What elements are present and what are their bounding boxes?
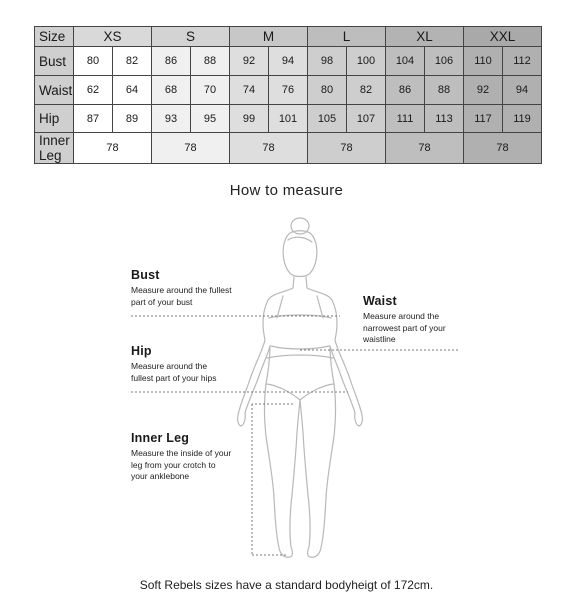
- table-cell: 119: [503, 105, 542, 133]
- table-cell: 87: [74, 105, 113, 133]
- table-cell: 78: [74, 133, 152, 164]
- table-cell: 86: [152, 47, 191, 76]
- table-cell: 107: [347, 105, 386, 133]
- table-cell: 106: [425, 47, 464, 76]
- bust-description: [131, 285, 271, 308]
- hip-row-label: Hip: [35, 105, 74, 133]
- table-cell: 78: [464, 133, 542, 164]
- table-cell: 76: [269, 76, 308, 105]
- table-cell: 82: [113, 47, 152, 76]
- inner-leg-title: Inner Leg: [131, 431, 190, 445]
- table-cell: 80: [308, 76, 347, 105]
- how-to-measure-title: How to measure: [229, 182, 344, 199]
- table-cell: 78: [308, 133, 386, 164]
- bust-instruction: [131, 268, 271, 308]
- table-cell: 110: [464, 47, 503, 76]
- size-s-header: S: [152, 27, 230, 47]
- table-cell: 86: [386, 76, 425, 105]
- table-cell: 68: [152, 76, 191, 105]
- table-cell: 95: [191, 105, 230, 133]
- size-header-row: [35, 27, 542, 47]
- hip-instruction: [131, 344, 271, 384]
- inner-leg-row: [35, 133, 542, 164]
- hip-title: Hip: [131, 344, 152, 358]
- waist-description: [363, 311, 483, 346]
- size-chart-table: [34, 26, 542, 164]
- hip-description-line: fullest part of your hips: [131, 372, 217, 383]
- table-cell: 99: [230, 105, 269, 133]
- waist-title: Waist: [363, 294, 397, 308]
- waist-row-label: Waist: [35, 76, 74, 105]
- table-cell: 64: [113, 76, 152, 105]
- bust-title: Bust: [131, 268, 160, 282]
- table-cell: 88: [425, 76, 464, 105]
- bust-description-line: part of your bust: [131, 296, 193, 307]
- inner-leg-instruction: [131, 431, 271, 483]
- table-cell: 78: [230, 133, 308, 164]
- waist-instruction: [363, 294, 483, 346]
- table-cell: 113: [425, 105, 464, 133]
- size-header-label: Size: [35, 27, 74, 47]
- table-cell: 92: [464, 76, 503, 105]
- table-cell: 100: [347, 47, 386, 76]
- table-cell: 94: [269, 47, 308, 76]
- table-cell: 111: [386, 105, 425, 133]
- waist-description-line: narrowest part of your: [363, 322, 446, 333]
- table-cell: 117: [464, 105, 503, 133]
- table-cell: 112: [503, 47, 542, 76]
- table-cell: 104: [386, 47, 425, 76]
- table-cell: 92: [230, 47, 269, 76]
- table-cell: 93: [152, 105, 191, 133]
- table-cell: 105: [308, 105, 347, 133]
- size-xl-header: XL: [386, 27, 464, 47]
- table-cell: 62: [74, 76, 113, 105]
- inner-leg-description-line: your anklebone: [131, 471, 190, 481]
- bust-row-label: Bust: [35, 47, 74, 76]
- inner-leg-description-line: leg from your crotch to: [131, 459, 216, 470]
- table-cell: 78: [386, 133, 464, 164]
- bust-row: [35, 47, 542, 76]
- table-cell: 78: [152, 133, 230, 164]
- size-m-header: M: [230, 27, 308, 47]
- table-cell: 94: [503, 76, 542, 105]
- waist-description-line: waistline: [363, 334, 396, 344]
- waist-row: [35, 76, 542, 105]
- waist-description-line: Measure around the: [363, 311, 440, 321]
- table-cell: 89: [113, 105, 152, 133]
- bust-description-line: Measure around the fullest: [131, 285, 232, 295]
- table-cell: 74: [230, 76, 269, 105]
- size-xs-header: XS: [74, 27, 152, 47]
- size-xxl-header: XXL: [464, 27, 542, 47]
- hip-description: [131, 361, 271, 384]
- inner-leg-description: [131, 448, 271, 483]
- inner-leg-row-label: Inner Leg: [35, 133, 74, 164]
- hip-description-line: Measure around the: [131, 361, 208, 371]
- table-cell: 98: [308, 47, 347, 76]
- table-cell: 88: [191, 47, 230, 76]
- table-cell: 80: [74, 47, 113, 76]
- inner-leg-description-line: Measure the inside of your: [131, 448, 232, 458]
- table-cell: 70: [191, 76, 230, 105]
- size-l-header: L: [308, 27, 386, 47]
- table-cell: 82: [347, 76, 386, 105]
- hip-row: [35, 105, 542, 133]
- body-height-footnote: Soft Rebels sizes have a standard bodyheigt of 172cm.: [139, 578, 434, 592]
- table-cell: 101: [269, 105, 308, 133]
